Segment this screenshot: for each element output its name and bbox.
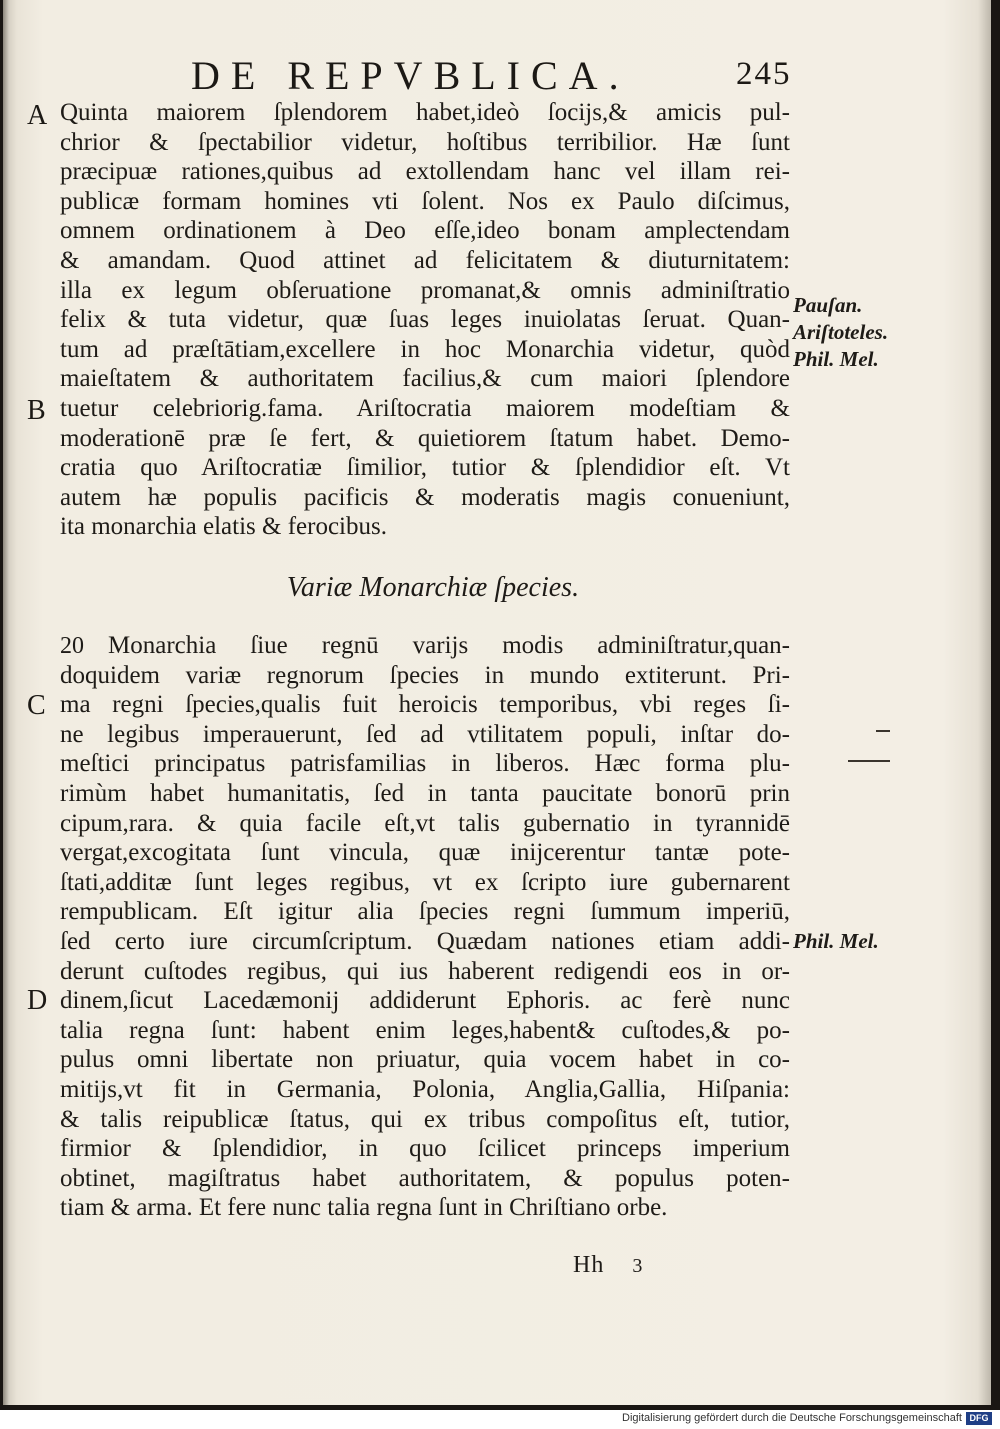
text-line: felix & tuta videtur, quæ ſuas leges inuiolatas ſeruat. Quan- <box>60 306 790 334</box>
text-line: derunt cuſtodes regibus, qui ius haberent redigendi eos in or- <box>60 957 790 985</box>
section-heading: Variæ Monarchiæ ſpecies. <box>286 572 580 603</box>
paragraph-number: 20 <box>60 633 84 659</box>
paragraph-block-1 <box>60 98 790 542</box>
text-line: doquidem variæ regnorum ſpecies in mundo extiterunt. Pri- <box>60 661 790 689</box>
text-line: præcipuæ rationes,quibus ad extollendam hanc vel illam rei- <box>60 158 790 186</box>
page-gutter-shadow <box>3 0 9 1405</box>
marginal-note-line: Phil. Mel. <box>793 347 879 371</box>
text-line-content: Monarchia ſiue regnū varijs modis adminiſtratur,quan- <box>108 632 790 659</box>
text-line: chrior & ſpectabilior videtur, hoſtibus terribilior. Hæ ſunt <box>60 128 790 156</box>
text-line: tiam & arma. Et fere nunc talia regna ſunt in Chriſtiano orbe. <box>60 1194 668 1222</box>
text-line: rempublicam. Eſt igitur alia ſpecies regni ſummum imperiū, <box>60 898 790 926</box>
paragraph-block-2 <box>60 631 790 1223</box>
text-line: mitijs,vt fit in Germania, Polonia, Anglia,Gallia, Hiſpania: <box>60 1075 790 1103</box>
text-line: talia regna ſunt: habent enim leges,habent& cuſtodes,& po- <box>60 1016 790 1044</box>
page-number: 245 <box>736 56 792 92</box>
text-line: ita monarchia elatis & ferocibus. <box>60 513 387 541</box>
text-line: & talis reipublicæ ſtatus, qui ex tribus compoſitus eſt, tutior, <box>60 1105 790 1133</box>
section-letter-a: A <box>27 100 48 131</box>
book-page <box>3 0 991 1405</box>
text-line: tum ad præſtātiam,excellere in hoc Monarchia videtur, quòd <box>60 335 790 363</box>
footer-bar <box>0 1410 1000 1429</box>
running-title: DE REPVBLICA. <box>191 53 630 98</box>
text-line: cratia quo Ariſtocratiæ ſimilior, tutior & ſplendidior eſt. Vt <box>60 454 790 482</box>
text-line: tuetur celebriorig.fama. Ariſtocratia maiorem modeſtiam & <box>60 394 790 422</box>
dfg-logo: DFG <box>966 1412 992 1425</box>
margin-mark <box>848 760 890 762</box>
text-line: meſtici principatus patrisfamilias in liberos. Hæc forma plu- <box>60 750 790 778</box>
marginal-note-2: Phil. Mel. <box>793 929 879 953</box>
text-line: ne legibus imperauerunt, ſed ad vtilitatem populi, inſtar do- <box>60 720 790 748</box>
text-line: vergat,excogitata ſunt vincula, quæ inijcerentur tantæ pote- <box>60 839 790 867</box>
section-letter-d: D <box>27 985 48 1016</box>
digitization-credit: Digitalisierung gefördert durch die Deutsche Forschungsgemeinschaft <box>622 1412 962 1424</box>
signature-number: 3 <box>632 1255 644 1277</box>
marginal-note-line: Ariſtoteles. <box>793 320 889 344</box>
margin-mark <box>876 730 890 732</box>
text-line <box>60 631 790 661</box>
text-line: obtinet, magiſtratus habet authoritatem, & populus poten- <box>60 1164 790 1192</box>
text-line: firmior & ſplendidior, in quo ſcilicet princeps imperium <box>60 1135 790 1163</box>
text-line: publicæ formam homines vti ſolent. Nos ex Paulo diſcimus, <box>60 187 790 215</box>
text-line: maieſtatem & authoritatem facilius,& cum maiori ſplendore <box>60 365 790 393</box>
text-line: omnem ordinationem à Deo eſſe,ideo bonam amplectendam <box>60 217 790 245</box>
text-line: Quinta maiorem ſplendorem habet,ideò ſocijs,& amicis pul- <box>60 99 790 126</box>
marginal-note-line: Pauſan. <box>793 293 863 317</box>
text-line: ſtati,additæ ſunt leges regibus, vt ex ſcripto iure gubernarent <box>60 868 790 896</box>
text-line: cipum,rara. & quia facile eſt,vt talis gubernatio in tyrannidē <box>60 809 790 837</box>
signature-letters: Hh <box>573 1252 605 1278</box>
text-line: autem hæ populis pacificis & moderatis magis conueniunt, <box>60 483 790 511</box>
text-line: pulus omni libertate non priuatur, quia vocem habet in co- <box>60 1046 790 1074</box>
section-letter-c: C <box>27 690 46 721</box>
marginal-note-1 <box>793 292 888 373</box>
text-line: & amandam. Quod attinet ad felicitatem & diuturnitatem: <box>60 246 790 274</box>
text-line: illa ex legum obſeruatione promanat,& omnis adminiſtratio <box>60 276 790 304</box>
text-line: ma regni ſpecies,qualis fuit heroicis temporibus, vbi reges ſi- <box>60 691 790 719</box>
section-letter-b: B <box>27 395 46 426</box>
text-line: dinem,ſicut Lacedæmonij addiderunt Ephoris. ac ferè nunc <box>60 987 790 1015</box>
text-line: ſed certo iure circumſcriptum. Quædam nationes etiam addi- <box>60 927 790 955</box>
signature-mark <box>573 1252 643 1279</box>
text-line: rimùm habet humanitatis, ſed in tanta paucitate bonorū prin <box>60 779 790 807</box>
text-line: moderationē præ ſe fert, & quietiorem ſtatum habet. Demo- <box>60 424 790 452</box>
